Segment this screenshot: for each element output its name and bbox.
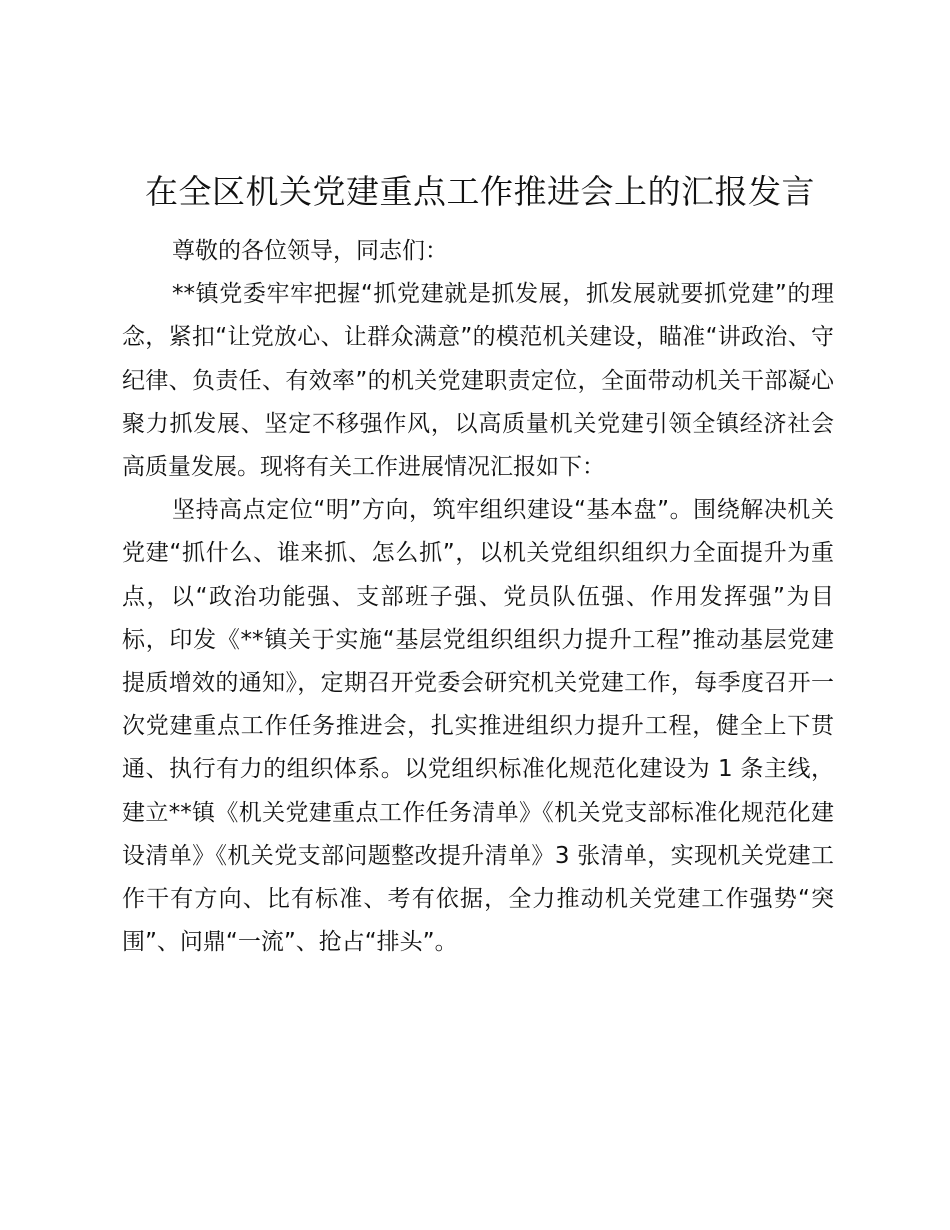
paragraph-organization: 坚持高点定位“明”方向，筑牢组织建设“基本盘”。围绕解决机关党建“抓什么、谁来抓、怎么抓”，以机关党组织组织力全面提升为重点，以“政治功能强、支部班子强、党员队伍强、作用发挥强”为目标，印发《**镇关于实施“基层党组织组织力提升工程”推动基层党建提质增效的通知》，定期召开党委会研究机关党建工作，每季度召开一次党建重点工作任务推进会，扎实推进组织力提升工程，健全上下贯通、执行有力的组织体系。以党组织标准化规范化建设为 1 条主线，建立**镇《机关党建重点工作任务清单》《机关党支部标准化规范化建设清单》《机关党支部问题整改提升清单》3 张清单，实现机关党建工作干有方向、比有标准、考有依据，全力推动机关党建工作强势“突围”、问鼎“一流”、抢占“排头”。	[122, 497, 834, 956]
document-title: 在全区机关党建重点工作推进会上的汇报发言	[145, 172, 815, 211]
paragraph-intro: **镇党委牢牢把握“抓党建就是抓发展，抓发展就要抓党建”的理念，紧扣“让党放心、让群众满意”的模范机关建设，瞄准“讲政治、守纪律、负责任、有效率”的机关党建职责定位，全面带动机关干部凝心聚力抓发展、坚定不移强作风，以高质量机关党建引领全镇经济社会高质量发展。现将有关工作进展情况汇报如下：	[122, 281, 834, 481]
salutation: 尊敬的各位领导，同志们：	[172, 238, 448, 264]
document-body	[122, 230, 834, 964]
